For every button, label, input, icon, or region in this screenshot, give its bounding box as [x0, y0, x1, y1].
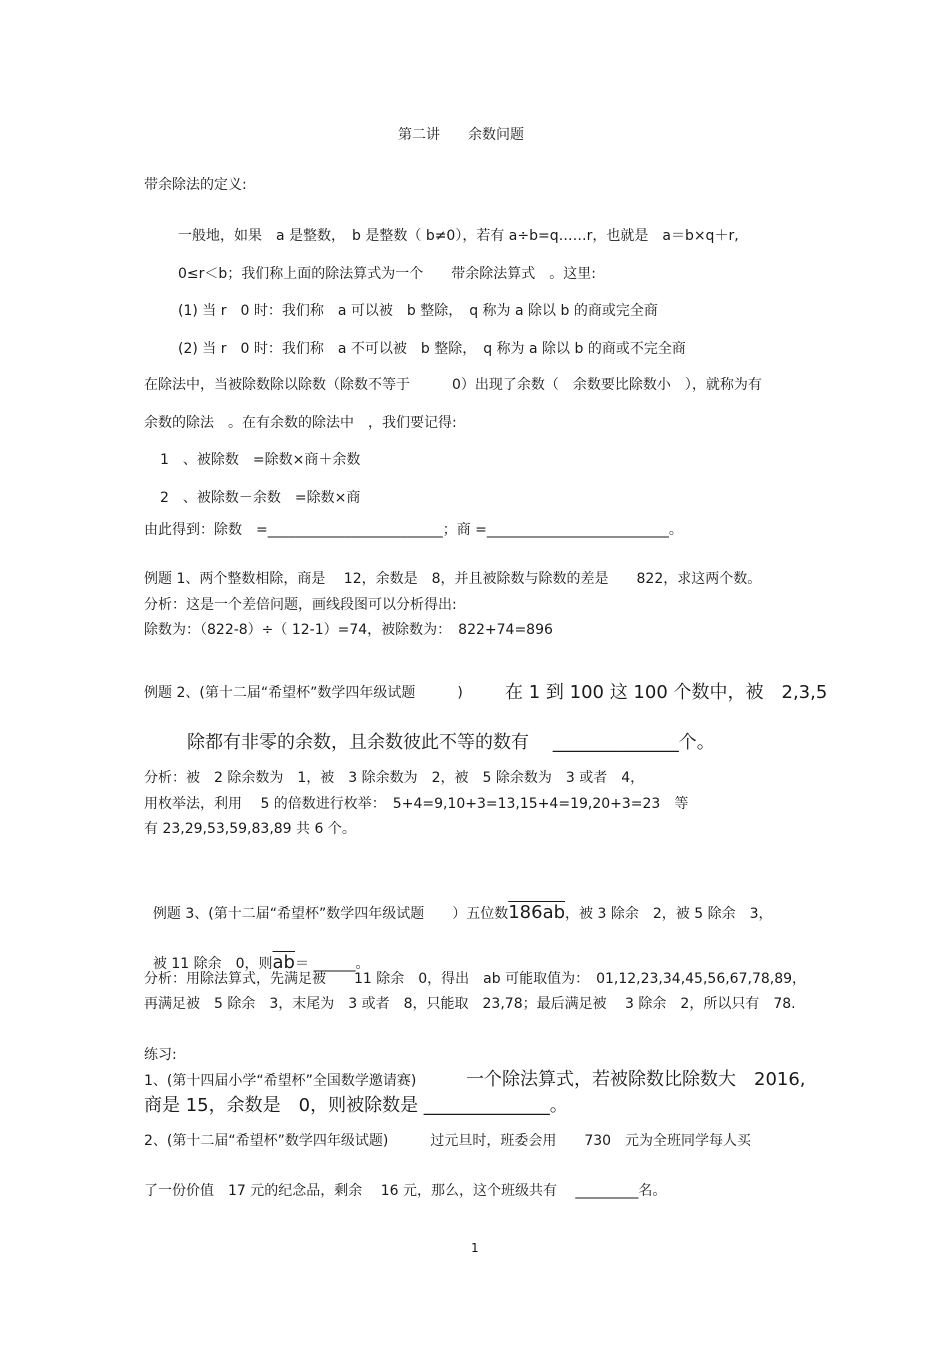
five-digit-number: 186ab — [508, 902, 566, 923]
example-1-analysis-2: 除数为：（822-8）÷（ 12-1）=74，被除数为： 822+74=896 — [144, 622, 553, 638]
example-2-analysis-2: 用枚举法，利用 5 的倍数进行枚举： 5+4=9,10+3=13,15+4=19,20+3=23 等 — [144, 796, 689, 812]
example-2-analysis-3: 有 23,29,53,59,83,89 共 6 个。 — [144, 821, 356, 837]
definition-line-1: 一般地，如果 a 是整数， b 是整数（ b≠0），若有 a÷b=q……r，也就是 a＝b×q＋r, — [178, 228, 739, 244]
example-3-question-line-2 — [144, 934, 369, 974]
practice-1-question-part-1: 一个除法算式，若被除数比除数大 2016, — [466, 1069, 806, 1090]
practice-heading: 练习: — [144, 1047, 177, 1063]
ab-number: $\overline{ab}$ — [272, 952, 295, 973]
example-2-analysis-1: 分析：被 2 除余数为 1，被 3 除余数为 2，被 5 除余数为 3 或者 4， — [144, 770, 645, 786]
case-1: (1) 当 r 0 时：我们称 a 可以被 b 整除， q 称为 a 除以 b 的商或完全商 — [178, 303, 658, 319]
case-2: (2) 当 r 0 时：我们称 a 不可以被 b 整除， q 称为 a 除以 b 的商或不完全商 — [178, 341, 686, 357]
paragraph-line-1: 在除法中，当被除数除以除数（除数不等于 0）出现了余数（ 余数要比除数小 ），就称为有 — [144, 377, 762, 393]
paragraph-line-2: 余数的除法 。在有余数的除法中 ，我们要记得: — [144, 415, 457, 431]
example-2-question-source: 例题 2、(第十二届“希望杯”数学四年级试题 ) — [144, 685, 463, 701]
example-1-question: 例题 1、两个整数相除，商是 12，余数是 8，并且被除数与除数的差是 822，求这两个数。 — [144, 571, 762, 587]
example-3-conditions: ，被 3 除余 2，被 5 除余 3， — [565, 906, 773, 922]
definition-heading: 带余除法的定义: — [144, 177, 247, 193]
practice-2-line-2: 了一份价值 17 元的纪念品，剩余 16 元，那么，这个班级共有 _________名。 — [144, 1183, 667, 1199]
example-3-source: 例题 3、(第十二届“希望杯”数学四年级试题 ）五位数 — [152, 906, 509, 922]
example-1-analysis-1: 分析：这是一个差倍问题，画线段图可以分析得出: — [144, 597, 457, 613]
example-3-analysis-2: 再满足被 5 除余 3，末尾为 3 或者 8，只能取 23,78；最后满足被 3 除余 2，所以只有 78. — [144, 996, 796, 1012]
example-2-question-part-1: 在 1 到 100 这 100 个数中，被 2,3,5 — [505, 682, 828, 703]
derivation-line: 由此得到：除数 =_________________________；商 =__________________________。 — [144, 522, 683, 538]
example-3-condition-11: 被 11 除余 0，则 — [152, 956, 273, 972]
practice-1-question-part-2: 商是 15，余数是 0，则被除数是 ______________。 — [144, 1095, 568, 1116]
example-3-question-line-1 — [144, 884, 772, 924]
rule-2: 2 、被除数－余数 =除数×商 — [160, 490, 361, 506]
example-2-question-part-2: 除都有非零的余数，且余数彼此不等的数有 ______________个。 — [187, 732, 715, 753]
example-3-analysis-1: 分析：用除法算式，先满足被 11 除余 0，得出 ab 可能取值为： 01,12,23,34,45,56,67,78,89， — [144, 971, 807, 987]
example-3-blank: ＝ ______。 — [295, 956, 370, 972]
practice-2-line-1: 2、(第十二届“希望杯”数学四年级试题) 过元旦时，班委会用 730 元为全班同学每人买 — [144, 1133, 752, 1149]
page-number: 1 — [471, 1241, 479, 1255]
page-title: 第二讲 余数问题 — [398, 127, 524, 143]
rule-1: 1 、被除数 =除数×商＋余数 — [160, 452, 361, 468]
practice-1-source: 1、(第十四届小学“希望杯”全国数学邀请赛) — [144, 1073, 417, 1089]
definition-line-2: 0≤r＜b；我们称上面的除法算式为一个 带余除法算式 。这里: — [178, 266, 596, 282]
